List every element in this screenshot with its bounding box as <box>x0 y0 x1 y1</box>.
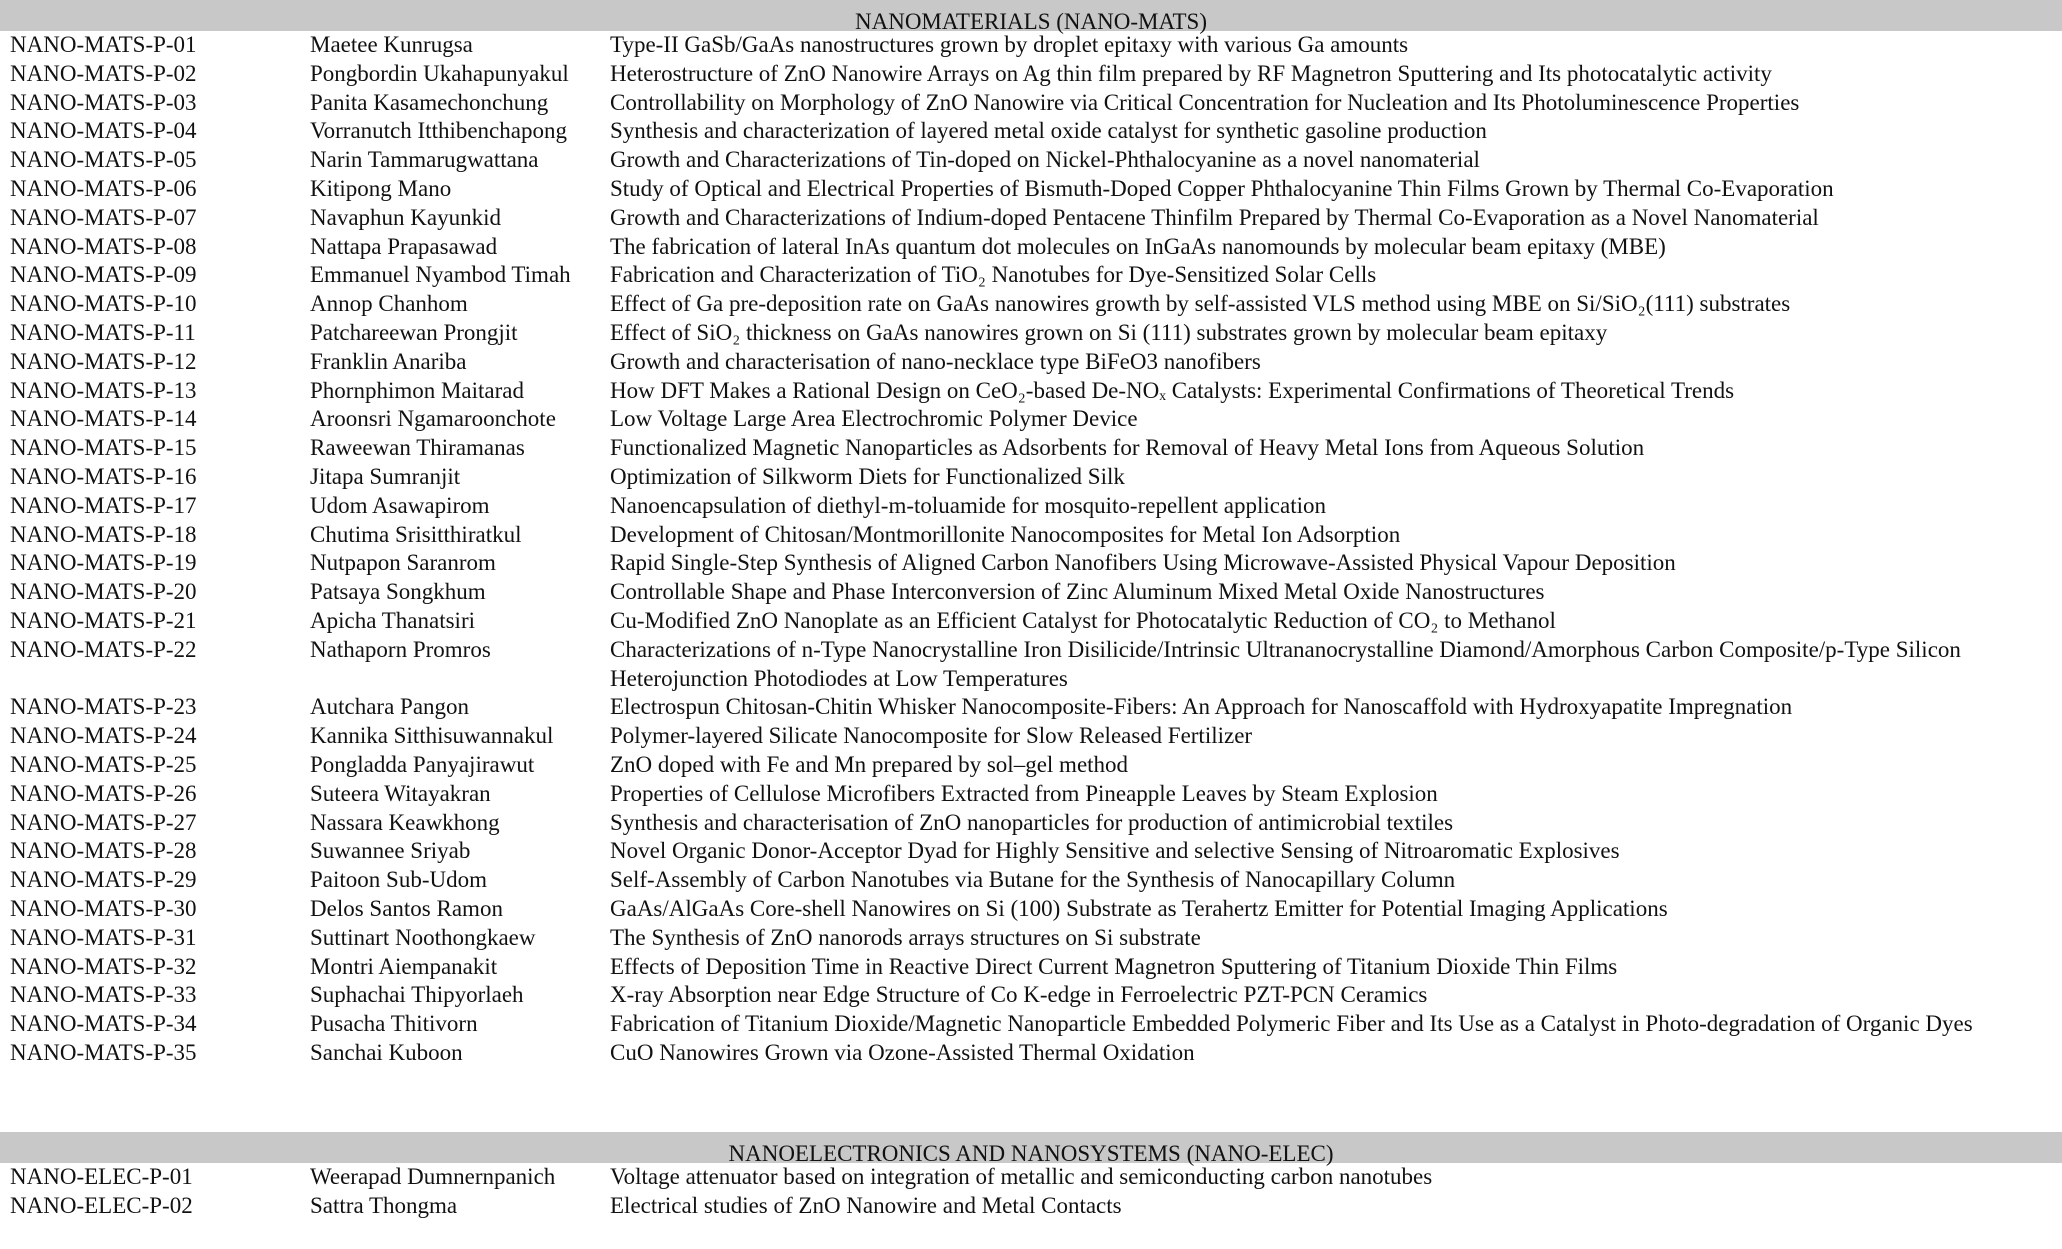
poster-code: NANO-MATS-P-21 <box>10 607 197 633</box>
author-name: Narin Tammarugwattana <box>310 147 539 173</box>
paper-title: Electrospun Chitosan-Chitin Whisker Nanocomposite-Fibers: An Approach for Nanoscaffold with Hydroxyapatite Impregnation <box>610 694 1793 720</box>
poster-code: NANO-MATS-P-15 <box>10 435 197 461</box>
table-row <box>0 693 2062 722</box>
author-name: Pongladda Panyajirawut <box>310 751 535 777</box>
table-row <box>0 1163 2062 1192</box>
paper-title: Fabrication of Titanium Dioxide/Magnetic Nanoparticle Embedded Polymeric Fiber and Its Use as a Catalyst in Photo-degradation of Organic Dyes <box>610 1011 1973 1037</box>
poster-code: NANO-MATS-P-18 <box>10 521 197 547</box>
author-name: Nutpapon Saranrom <box>310 550 496 576</box>
table-row <box>0 89 2062 118</box>
table-row <box>0 981 2062 1010</box>
poster-code: NANO-MATS-P-02 <box>10 60 197 86</box>
paper-title: ZnO doped with Fe and Mn prepared by sol–gel method <box>610 751 1129 777</box>
table-row <box>0 521 2062 550</box>
author-name: Montri Aiempanakit <box>310 953 498 979</box>
table-row <box>0 146 2062 175</box>
paper-title: Effects of Deposition Time in Reactive Direct Current Magnetron Sputtering of Titanium Dioxide Thin Films <box>610 953 1618 979</box>
poster-code: NANO-MATS-P-25 <box>10 751 197 777</box>
table-row <box>0 31 2062 60</box>
author-name: Phornphimon Maitarad <box>310 377 524 403</box>
poster-code: NANO-MATS-P-20 <box>10 579 197 605</box>
poster-code: NANO-MATS-P-29 <box>10 867 197 893</box>
poster-code: NANO-MATS-P-31 <box>10 924 197 950</box>
author-name: Autchara Pangon <box>310 694 470 720</box>
table-row <box>0 1192 2062 1221</box>
poster-code: NANO-MATS-P-04 <box>10 118 197 144</box>
paper-title: Growth and characterisation of nano-necklace type BiFeO3 nanofibers <box>610 348 1261 374</box>
author-name: Kannika Sitthisuwannakul <box>310 723 554 749</box>
author-name: Annop Chanhom <box>310 291 468 317</box>
paper-title: The fabrication of lateral InAs quantum dot molecules on InGaAs nanomounds by molecular beam epitaxy (MBE) <box>610 233 1666 259</box>
table-row <box>0 261 2062 290</box>
author-name: Maetee Kunrugsa <box>310 32 473 57</box>
author-name: Emmanuel Nyambod Timah <box>310 262 571 288</box>
author-name: Kitipong Mano <box>310 175 452 201</box>
poster-code: NANO-MATS-P-06 <box>10 175 197 201</box>
author-name: Franklin Anariba <box>310 348 467 374</box>
table-row <box>0 866 2062 895</box>
author-name: Nattapa Prapasawad <box>310 233 498 259</box>
author-name: Vorranutch Itthibenchapong <box>310 118 567 144</box>
paper-title: Nanoencapsulation of diethyl-m-toluamide for mosquito-repellent application <box>610 492 1326 518</box>
paper-title: The Synthesis of ZnO nanorods arrays structures on Si substrate <box>610 924 1201 950</box>
poster-code: NANO-MATS-P-34 <box>10 1011 197 1037</box>
table-row <box>0 1039 2062 1068</box>
table-row <box>0 233 2062 262</box>
paper-title: Optimization of Silkworm Diets for Functionalized Silk <box>610 463 1125 489</box>
paper-title: Synthesis and characterisation of ZnO nanoparticles for production of antimicrobial textiles <box>610 809 1454 835</box>
table-row <box>0 492 2062 521</box>
section-header-nano-elec: NANOELECTRONICS AND NANOSYSTEMS (NANO-ELEC) <box>0 1132 2062 1163</box>
author-name: Patsaya Songkhum <box>310 579 486 605</box>
table-row <box>0 117 2062 146</box>
table-row <box>0 636 2062 694</box>
table-row <box>0 837 2062 866</box>
table-row <box>0 319 2062 348</box>
table-row <box>0 204 2062 233</box>
paper-title: How DFT Makes a Rational Design on CeO₂-based De-NOₓ Catalysts: Experimental Confirmations of Theoretical Trends <box>610 377 1735 403</box>
author-name: Sanchai Kuboon <box>310 1039 463 1065</box>
table-row <box>0 1010 2062 1039</box>
paper-title: Low Voltage Large Area Electrochromic Polymer Device <box>610 406 1138 432</box>
table-row <box>0 348 2062 377</box>
table-row <box>0 607 2062 636</box>
paper-title: Rapid Single-Step Synthesis of Aligned Carbon Nanofibers Using Microwave-Assisted Physical Vapour Deposition <box>610 550 1676 576</box>
poster-code: NANO-MATS-P-35 <box>10 1039 197 1065</box>
paper-title: Controllability on Morphology of ZnO Nanowire via Critical Concentration for Nucleation and Its Photoluminescence Properties <box>610 89 1800 115</box>
author-name: Chutima Srisitthiratkul <box>310 521 522 547</box>
poster-code: NANO-MATS-P-09 <box>10 262 197 288</box>
poster-code: NANO-MATS-P-27 <box>10 809 197 835</box>
paper-title: Controllable Shape and Phase Interconversion of Zinc Aluminum Mixed Metal Oxide Nanostructures <box>610 579 1545 605</box>
table-row <box>0 60 2062 89</box>
paper-title: Synthesis and characterization of layered metal oxide catalyst for synthetic gasoline production <box>610 118 1487 144</box>
table-row <box>0 377 2062 406</box>
paper-title: Effect of Ga pre-deposition rate on GaAs nanowires growth by self-assisted VLS method using MBE on Si/SiO₂(111) substrates <box>610 291 1791 317</box>
paper-title: Growth and Characterizations of Tin-doped on Nickel-Phthalocyanine as a novel nanomaterial <box>610 147 1480 173</box>
paper-title: Growth and Characterizations of Indium-doped Pentacene Thinfilm Prepared by Thermal Co-Evaporation as a Novel Nanomaterial <box>610 204 1819 230</box>
poster-code: NANO-MATS-P-13 <box>10 377 197 403</box>
nano-mats-list <box>0 31 2062 1068</box>
poster-code: NANO-MATS-P-22 <box>10 636 197 662</box>
paper-title: Study of Optical and Electrical Properties of Bismuth-Doped Copper Phthalocyanine Thin Films Grown by Thermal Co-Evaporation <box>610 175 1834 201</box>
poster-code: NANO-MATS-P-23 <box>10 694 197 720</box>
author-name: Suphachai Thipyorlaeh <box>310 982 524 1008</box>
poster-code: NANO-ELEC-P-01 <box>10 1164 193 1189</box>
poster-code: NANO-MATS-P-03 <box>10 89 197 115</box>
author-name: Jitapa Sumranjit <box>310 463 461 489</box>
paper-title: Effect of SiO₂ thickness on GaAs nanowires grown on Si (111) substrates grown by molecular beam epitaxy <box>610 319 1608 345</box>
poster-code: NANO-MATS-P-26 <box>10 780 197 806</box>
poster-code: NANO-MATS-P-30 <box>10 895 197 921</box>
paper-title: Characterizations of n-Type Nanocrystalline Iron Disilicide/Intrinsic Ultrananocrystalline Diamond/Amorphous Carbon Composite/p-Type Silicon Heterojunction Photodiodes at Low Temperatures <box>610 636 1961 691</box>
section-header-nano-mats: NANOMATERIALS (NANO-MATS) <box>0 0 2062 31</box>
poster-code: NANO-MATS-P-07 <box>10 204 197 230</box>
table-row <box>0 924 2062 953</box>
paper-title: Functionalized Magnetic Nanoparticles as Adsorbents for Removal of Heavy Metal Ions from Aqueous Solution <box>610 435 1645 461</box>
author-name: Paitoon Sub-Udom <box>310 867 487 893</box>
author-name: Patchareewan Prongjit <box>310 319 518 345</box>
poster-code: NANO-MATS-P-16 <box>10 463 197 489</box>
table-row <box>0 895 2062 924</box>
table-row <box>0 780 2062 809</box>
poster-code: NANO-MATS-P-17 <box>10 492 197 518</box>
poster-code: NANO-MATS-P-19 <box>10 550 197 576</box>
poster-code: NANO-MATS-P-24 <box>10 723 197 749</box>
author-name: Suttinart Noothongkaew <box>310 924 536 950</box>
paper-title: Fabrication and Characterization of TiO₂ Nanotubes for Dye-Sensitized Solar Cells <box>610 262 1377 288</box>
poster-code: NANO-MATS-P-32 <box>10 953 197 979</box>
table-row <box>0 405 2062 434</box>
paper-title: X-ray Absorption near Edge Structure of Co K-edge in Ferroelectric PZT-PCN Ceramics <box>610 982 1428 1008</box>
paper-title: CuO Nanowires Grown via Ozone-Assisted Thermal Oxidation <box>610 1039 1195 1065</box>
author-name: Raweewan Thiramanas <box>310 435 525 461</box>
paper-title: Voltage attenuator based on integration of metallic and semiconducting carbon nanotubes <box>610 1164 1433 1189</box>
paper-title: Novel Organic Donor-Acceptor Dyad for Highly Sensitive and selective Sensing of Nitroaromatic Explosives <box>610 838 1620 864</box>
author-name: Udom Asawapirom <box>310 492 490 518</box>
author-name: Apicha Thanatsiri <box>310 607 475 633</box>
table-row <box>0 953 2062 982</box>
poster-code: NANO-MATS-P-01 <box>10 32 197 57</box>
poster-code: NANO-MATS-P-10 <box>10 291 197 317</box>
table-row <box>0 434 2062 463</box>
paper-title: Properties of Cellulose Microfibers Extracted from Pineapple Leaves by Steam Explosion <box>610 780 1438 806</box>
poster-code: NANO-MATS-P-14 <box>10 406 197 432</box>
table-row <box>0 578 2062 607</box>
author-name: Sattra Thongma <box>310 1192 458 1218</box>
author-name: Weerapad Dumnernpanich <box>310 1164 556 1189</box>
table-row <box>0 722 2062 751</box>
poster-code: NANO-MATS-P-08 <box>10 233 197 259</box>
nano-elec-list <box>0 1163 2062 1221</box>
paper-title: Development of Chitosan/Montmorillonite Nanocomposites for Metal Ion Adsorption <box>610 521 1401 547</box>
author-name: Pongbordin Ukahapunyakul <box>310 60 569 86</box>
paper-title: Cu-Modified ZnO Nanoplate as an Efficient Catalyst for Photocatalytic Reduction of CO₂ to Methanol <box>610 607 1556 633</box>
table-row <box>0 549 2062 578</box>
table-row <box>0 809 2062 838</box>
poster-code: NANO-MATS-P-33 <box>10 982 197 1008</box>
author-name: Nathaporn Promros <box>310 636 491 662</box>
paper-title: Heterostructure of ZnO Nanowire Arrays on Ag thin film prepared by RF Magnetron Sputtering and Its photocatalytic activity <box>610 60 1772 86</box>
table-row <box>0 463 2062 492</box>
paper-title: Type-II GaSb/GaAs nanostructures grown by droplet epitaxy with various Ga amounts <box>610 32 1409 57</box>
author-name: Pusacha Thitivorn <box>310 1011 478 1037</box>
paper-title: Electrical studies of ZnO Nanowire and Metal Contacts <box>610 1192 1122 1218</box>
author-name: Delos Santos Ramon <box>310 895 503 921</box>
paper-title: Self-Assembly of Carbon Nanotubes via Butane for the Synthesis of Nanocapillary Column <box>610 867 1456 893</box>
poster-code: NANO-ELEC-P-02 <box>10 1192 193 1218</box>
paper-title: Polymer-layered Silicate Nanocomposite for Slow Released Fertilizer <box>610 723 1253 749</box>
table-row <box>0 175 2062 204</box>
author-name: Nassara Keawkhong <box>310 809 500 835</box>
table-row <box>0 751 2062 780</box>
paper-title: GaAs/AlGaAs Core-shell Nanowires on Si (100) Substrate as Terahertz Emitter for Potential Imaging Applications <box>610 895 1668 921</box>
poster-code: NANO-MATS-P-12 <box>10 348 197 374</box>
author-name: Suwannee Sriyab <box>310 838 471 864</box>
author-name: Navaphun Kayunkid <box>310 204 501 230</box>
table-row <box>0 290 2062 319</box>
poster-code: NANO-MATS-P-11 <box>10 319 196 345</box>
poster-code: NANO-MATS-P-28 <box>10 838 197 864</box>
author-name: Suteera Witayakran <box>310 780 491 806</box>
poster-code: NANO-MATS-P-05 <box>10 147 197 173</box>
author-name: Aroonsri Ngamaroonchote <box>310 406 556 432</box>
author-name: Panita Kasamechonchung <box>310 89 549 115</box>
